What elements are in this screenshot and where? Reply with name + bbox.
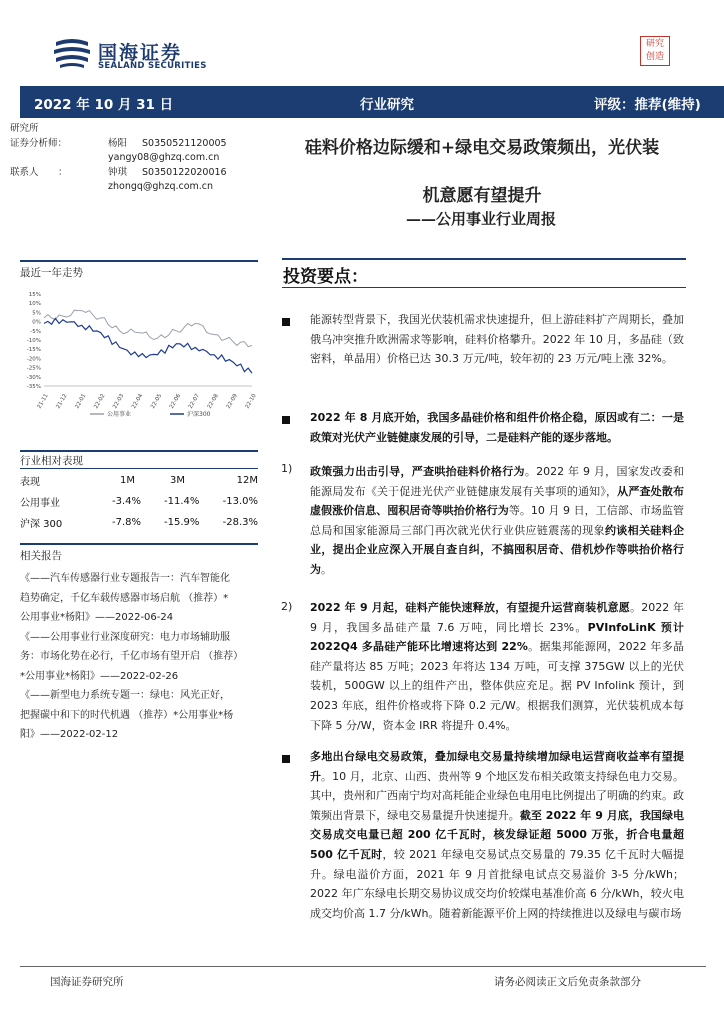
x-tick-label: 22-05 (149, 393, 164, 410)
report-subtitle: ——公用事业行业周报 (406, 210, 557, 228)
y-tick-label: -10% (26, 338, 41, 344)
research-seal-icon: 研究 创造 (640, 36, 670, 66)
paragraph: 2022 年 8 月底开始，我国多晶硅价格和组件价格企稳，原因或有二：一是政策对光伏产业链健康发展的引导，二是硅料产能的逐步落地。 (310, 411, 684, 444)
y-tick-label: 15% (28, 292, 41, 298)
contact-label: 联系人 (10, 166, 39, 178)
report-rating: 评级：推荐(维持) (594, 97, 701, 113)
y-tick-label: -35% (26, 384, 41, 390)
report-link[interactable]: 《——公用事业行业深度研究：电力市场辅助服 务：市场化势在必行，千亿市场有望开启 （推荐） *公用事业*杨阳》——2022-02-26 (20, 631, 244, 682)
reports-heading: 相关报告 (20, 550, 62, 562)
list-number: 2) (281, 600, 293, 613)
invest-heading: 投资要点： (283, 267, 368, 287)
x-tick-label: 22-07 (187, 393, 202, 410)
y-tick-label: -5% (30, 328, 41, 335)
bullet-icon (282, 416, 290, 424)
x-tick-label: 22-02 (93, 393, 107, 410)
trend-heading: 最近一年走势 (20, 267, 83, 279)
series-line-2 (44, 318, 252, 373)
x-tick-label: 22-04 (131, 393, 145, 410)
y-tick-label: 0% (32, 319, 41, 326)
report-link[interactable]: 《——新型电力系统专题一：绿电：风光正好， 把握碳中和下的时代机遇 （推荐）*公用事业*杨 阳》——2022-02-12 (20, 690, 234, 740)
table-header-row (20, 470, 258, 491)
x-tick-label: 22-06 (168, 393, 183, 410)
analyst-id: S0350521120005 (142, 137, 227, 149)
org-label: 研究所 (10, 123, 39, 134)
perf-table (20, 470, 258, 533)
x-tick-label: 22-03 (112, 393, 126, 410)
paragraph: 多地出台绿电交易政策，叠加绿电交易量持续增加绿电运营商收益率有望提升。10 月，北京、山西、贵州等 9 个地区发布相关政策支持绿色电力交易。其中，贵州和广西南宁均对高耗能企业绿色电用电比例提出了明确的约束。政策频出背景下，绿电交易量提升快速提升。截至 2022 年 9 月底，我国绿电交易成交电量已超 200 亿千瓦时，核发绿证超 5000 万张，折合电量超 500 亿千瓦时，较 2021 年绿电交易试点交易量的 79.35 亿千瓦时大幅提升。绿电溢价方面，2021 年 9 月首批绿电试点交易溢价 3-5 分/kWh；2022 年广东绿电长期交易协议成交均价较煤电基准价高 6 分/kWh，较火电成交均价高 1.7 分/kWh。随着新能源平价上网的持续推进以及绿电与碳市场 (310, 750, 685, 920)
analyst-email: yangy08@ghzq.com.cn (108, 152, 220, 163)
series-line-1 (44, 310, 252, 347)
y-tick-label: -25% (26, 365, 41, 372)
sealand-logo-icon (52, 36, 92, 70)
y-tick-label: -20% (26, 356, 41, 363)
x-tick-label: 21-11 (36, 393, 50, 410)
brand-name-cn: 国海证券 (98, 42, 183, 64)
report-link[interactable]: 《——汽车传感器行业专题报告一：汽车智能化 趋势确定，千亿车载传感器市场启航 （推荐）* 公用事业*杨阳》——2022-06-24 (20, 573, 230, 623)
legend-label: 沪深300 (187, 411, 211, 418)
contact-email: zhongq@ghzq.com.cn (108, 181, 214, 192)
x-tick-label: 22-01 (74, 393, 88, 410)
divider (20, 450, 258, 452)
analyst-label: 证券分析师： (10, 137, 68, 149)
x-tick-label: 22-10 (244, 393, 258, 410)
col-header: 1M (120, 475, 135, 486)
brand-name-en: SEALAND SECURITIES (98, 61, 207, 71)
contact-colon: ： (58, 166, 68, 178)
y-tick-label: 5% (32, 310, 41, 317)
y-tick-label: 10% (28, 301, 41, 308)
bullet-icon (282, 755, 290, 763)
x-tick-label: 22-09 (225, 393, 239, 410)
contact-id: S0350122020016 (142, 166, 227, 178)
paragraph: 政策强力出击引导，严查哄抬硅料价格行为。2022 年 9 月，国家发改委和能源局发布《关于促进光伏产业链健康发展有关事项的通知》，从严查处散布虚假涨价信息、囤积居奇等哄抬价格行为等。10 月 9 日，工信部、市场监管总局和国家能源局三部门再次就光伏行业供应链震荡的现象约谈相关硅料企业，提出企业应深入开展自查自纠，不搞囤积居奇、借机炒作等哄抬价格行为。 (310, 465, 685, 576)
divider (20, 468, 258, 469)
y-tick-label: -30% (26, 374, 41, 381)
legend-label: 公用事业 (107, 411, 132, 418)
list-number: 1) (281, 462, 293, 475)
analyst-info (10, 122, 227, 195)
related-reports (20, 569, 260, 745)
trend-chart (20, 288, 258, 423)
analyst-name: 杨阳 (108, 137, 128, 149)
contact-name: 钟琪 (108, 166, 128, 178)
divider (282, 287, 686, 288)
report-date: 2022 年 10 月 31 日 (34, 97, 174, 113)
col-header: 表现 (20, 477, 40, 488)
x-tick-label: 21-12 (55, 393, 69, 410)
divider (20, 260, 258, 262)
col-header: 12M (236, 475, 258, 486)
table-row: 公用事业 -3.4% -11.4% -13.0% (20, 496, 258, 509)
report-category: 行业研究 (360, 97, 414, 113)
footer-right: 请务必阅读正文后免责条款部分 (494, 976, 641, 988)
paragraph: 能源转型背景下，我国光伏装机需求快速提升，但上游硅料扩产周期长，叠加俄乌冲突推升欧洲需求等影响，硅料价格攀升。2022 年 10 月，多晶硅（致密料，单晶用）价格已达 30.3 万元/吨，较年初的 23 万元/吨上涨 32%。 (310, 313, 684, 366)
header-bar (20, 86, 724, 118)
divider (282, 258, 686, 260)
bullet-icon (282, 318, 290, 326)
paragraph: 2022 年 9 月起，硅料产能快速释放，有望提升运营商装机意愿。2022 年 9 月，我国多晶硅产量 7.6 万吨，同比增长 23%。PVInfoLinK 预计 2022Q4 多晶硅产能环比增速将达到 22%。据集邦能源网，2022 年多晶硅产量将达 85 万吨；2023 年将达 134 万吨，可支撑 375GW 以上的光伏装机，500GW 以上的组件产出，整体供应充足。据 PV Infolink 预计，到 2023 年底，组件价格或将下降 0.2 元/W。根据我们测算，光伏装机成本每下降 5 分/W，资本金 IRR 将提升 0.4%。 (310, 601, 684, 732)
table-row: 沪深 300 -7.8% -15.9% -28.3% (20, 517, 258, 530)
perf-heading: 行业相对表现 (20, 455, 83, 467)
report-title: 硅料价格边际缓和+绿电交易政策频出，光伏装 机意愿有望提升 (304, 138, 660, 206)
x-tick-label: 22-08 (206, 393, 220, 410)
footer-divider (20, 966, 706, 967)
divider (20, 543, 258, 545)
y-tick-label: -15% (26, 347, 41, 354)
col-header: 3M (170, 475, 185, 486)
footer-left: 国海证券研究所 (50, 976, 124, 988)
